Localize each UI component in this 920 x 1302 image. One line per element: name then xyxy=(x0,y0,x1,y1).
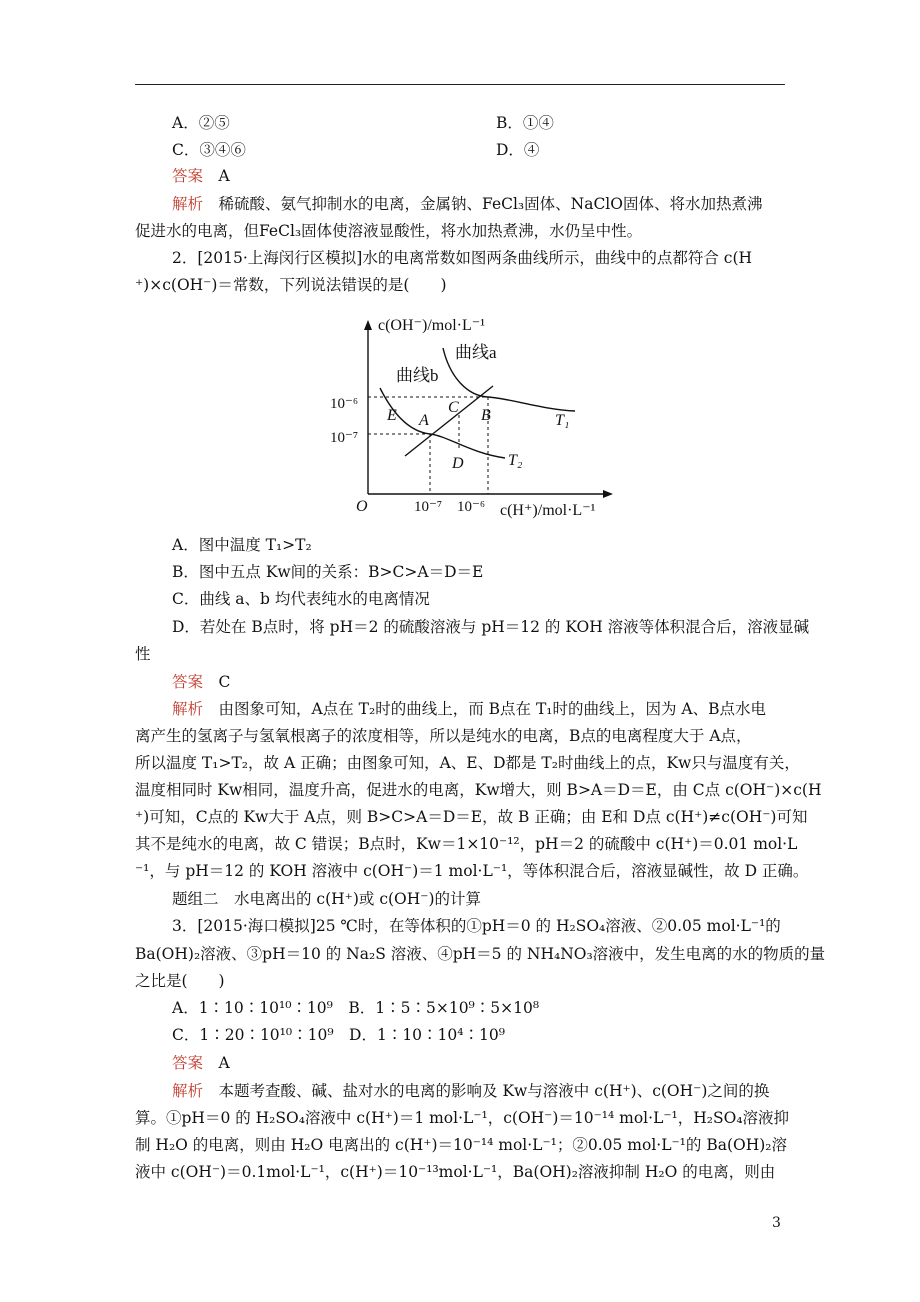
q1-answer xyxy=(172,165,230,187)
analysis-label: 解析 xyxy=(172,1082,204,1100)
q1-option-c: C．③④⑥ xyxy=(172,141,246,159)
analysis-text: 由图象可知，A点在 T₂时的曲线上，而 B点在 T₁时的曲线上，因为 A、B点水电 xyxy=(218,700,767,718)
y-axis-arrow xyxy=(364,320,372,330)
q2-stem-line-0: 2．[2015·上海闵行区模拟]水的电离常数如图两条曲线所示，曲线中的点都符合 c(H xyxy=(172,249,753,267)
x-tick-1e-7: 10⁻⁷ xyxy=(414,499,443,515)
t1-label: T₁ xyxy=(555,412,570,429)
answer-label: 答案 xyxy=(172,1054,204,1072)
origin-label: O xyxy=(356,498,368,515)
q2-answer xyxy=(172,671,230,693)
curve-b-label: 曲线b xyxy=(396,366,439,385)
point-e: E xyxy=(387,407,397,424)
q3-stem-line-1: Ba(OH)₂溶液、③pH＝10 的 Na₂S 溶液、④pH＝5 的 NH₄NO₃溶液中，发生电离的水的物质的量 xyxy=(135,945,826,963)
y-axis-label: c(OH⁻)/mol·L⁻¹ xyxy=(378,317,485,334)
q3-analysis-line-2: 制 H₂O 的电离，则由 H₂O 电离出的 c(H⁺)＝10⁻¹⁴ mol·L⁻¹；②0.05 mol·L⁻¹的 Ba(OH)₂溶 xyxy=(135,1136,787,1154)
x-tick-1e-6: 10⁻⁶ xyxy=(457,499,486,515)
t2-label: T₂ xyxy=(508,452,523,469)
q2-analysis-line-4: ⁺)可知，C点的 Kw大于 A点，则 B>C>A＝D＝E，故 B 正确；由 E和 D点 c(H⁺)≠c(OH⁻)可知 xyxy=(135,808,808,826)
q3-analysis-line-0 xyxy=(172,1080,769,1102)
header-rule xyxy=(135,84,785,85)
x-axis-arrow xyxy=(603,490,613,498)
answer-label: 答案 xyxy=(172,673,204,691)
answer-value: A xyxy=(218,1054,230,1072)
q2-option-a: A．图中温度 T₁>T₂ xyxy=(172,536,312,554)
group-2-heading: 题组二 水电离出的 c(H⁺)或 c(OH⁻)的计算 xyxy=(172,890,482,908)
answer-value: A xyxy=(218,167,230,185)
q1-option-b: B．①④ xyxy=(496,114,554,132)
page-number: 3 xyxy=(772,1215,781,1231)
point-a: A xyxy=(419,412,429,429)
point-b: B xyxy=(481,407,491,424)
analysis-label: 解析 xyxy=(172,195,204,213)
q1-option-a: A．②⑤ xyxy=(172,114,230,132)
q2-analysis-line-6: ⁻¹，与 pH＝12 的 KOH 溶液中 c(OH⁻)＝1 mol·L⁻¹，等体积混合后，溶液显碱性，故 D 正确。 xyxy=(135,862,809,880)
answer-label: 答案 xyxy=(172,167,204,185)
q1-analysis-line-1: 促进水的电离，但FeCl₃固体使溶液显酸性，将水加热煮沸，水仍呈中性。 xyxy=(135,222,643,240)
x-axis-label: c(H⁺)/mol·L⁻¹ xyxy=(500,502,596,519)
curve-a-label: 曲线a xyxy=(455,343,497,362)
q3-analysis-line-3: 液中 c(OH⁻)＝0.1mol·L⁻¹，c(H⁺)＝10⁻¹³mol·L⁻¹，Ba(OH)₂溶液抑制 H₂O 的电离，则由 xyxy=(135,1163,776,1181)
q1-analysis-line-0 xyxy=(172,193,762,215)
q3-stem-line-2: 之比是( ) xyxy=(135,972,225,990)
q3-options-ab: A．1∶10∶10¹⁰∶10⁹ B．1∶5∶5×10⁹∶5×10⁸ xyxy=(172,999,540,1017)
point-d: D xyxy=(452,455,464,472)
q3-analysis-line-1: 算。①pH＝0 的 H₂SO₄溶液中 c(H⁺)＝1 mol·L⁻¹，c(OH⁻)＝10⁻¹⁴ mol·L⁻¹，H₂SO₄溶液抑 xyxy=(135,1109,790,1127)
q3-stem-line-0: 3．[2015·海口模拟]25 ℃时，在等体积的①pH＝0 的 H₂SO₄溶液、②0.05 mol·L⁻¹的 xyxy=(172,917,781,935)
answer-value: C xyxy=(218,673,231,691)
q2-option-b: B．图中五点 Kw间的关系：B>C>A＝D＝E xyxy=(172,563,484,581)
point-c: C xyxy=(448,399,459,416)
y-tick-1e-6: 10⁻⁶ xyxy=(330,396,359,412)
q2-option-d-cont: 性 xyxy=(135,645,151,663)
analysis-text: 本题考查酸、碱、盐对水的电离的影响及 Kw与溶液中 c(H⁺)、c(OH⁻)之间的换 xyxy=(218,1082,770,1100)
q2-option-c: C．曲线 a、b 均代表纯水的电离情况 xyxy=(172,590,430,608)
water-ionization-figure xyxy=(300,308,640,526)
q1-option-d: D．④ xyxy=(496,141,540,159)
y-tick-1e-7: 10⁻⁷ xyxy=(330,430,359,446)
q3-answer xyxy=(172,1052,230,1074)
q2-analysis-line-1: 离产生的氢离子与氢氧根离子的浓度相等，所以是纯水的电离，B点的电离程度大于 A点， xyxy=(135,727,752,745)
q2-analysis-line-5: 其不是纯水的电离，故 C 错误；B点时，Kw＝1×10⁻¹²，pH＝2 的硫酸中 c(H⁺)＝0.01 mol·L xyxy=(135,835,798,853)
q2-analysis-line-2: 所以温度 T₁>T₂，故 A 正确；由图象可知，A、E、D都是 T₂时曲线上的点，Kw只与温度有关， xyxy=(135,754,800,772)
analysis-label: 解析 xyxy=(172,700,204,718)
q2-analysis-line-0 xyxy=(172,698,766,720)
q2-option-d: D．若处在 B点时，将 pH＝2 的硫酸溶液与 pH＝12 的 KOH 溶液等体积混合后，溶液显碱 xyxy=(172,618,810,636)
q3-options-cd: C．1∶20∶10¹⁰∶10⁹ D．1∶10∶10⁴∶10⁹ xyxy=(172,1026,505,1044)
q2-stem-line-1: ⁺)×c(OH⁻)＝常数，下列说法错误的是( ) xyxy=(135,276,447,294)
q2-analysis-line-3: 温度相同时 Kw相同，温度升高，促进水的电离，Kw增大，则 B>A＝D＝E，由 C点 c(OH⁻)×c(H xyxy=(135,781,822,799)
analysis-text: 稀硫酸、氨气抑制水的电离，金属钠、FeCl₃固体、NaClO固体、将水加热煮沸 xyxy=(218,195,763,213)
